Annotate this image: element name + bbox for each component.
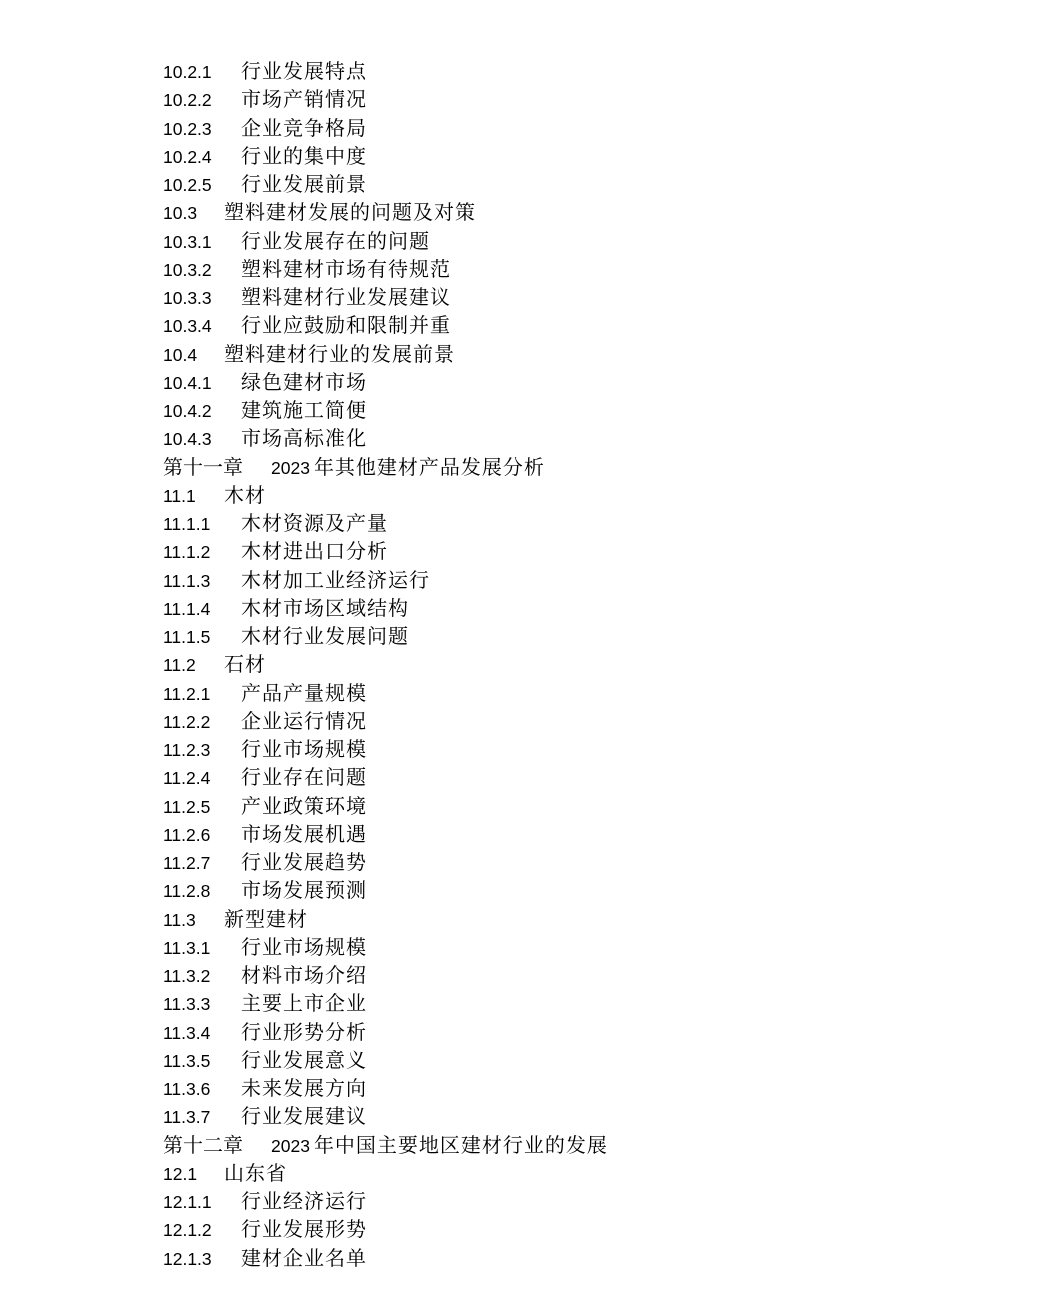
section-title: 建材企业名单: [241, 1245, 367, 1270]
toc-subsection-entry: [163, 1046, 983, 1074]
section-title: 山东省: [224, 1160, 287, 1185]
chapter-year: 2023: [271, 1135, 310, 1156]
section-title: 行业发展建议: [241, 1104, 367, 1129]
toc-subsection-entry: [163, 227, 983, 255]
section-number: 10.3.2: [163, 259, 212, 280]
section-title: 新型建材: [224, 906, 308, 931]
section-number: 11.2.2: [163, 711, 211, 732]
chapter-year: 2023: [271, 457, 310, 478]
toc-section-entry: [163, 198, 983, 226]
section-number: 11.1.2: [163, 542, 211, 563]
section-number: 11.1.4: [163, 598, 211, 619]
chapter-title: 年中国主要地区建材行业的发展: [313, 1132, 608, 1157]
section-number: 12.1.2: [163, 1220, 212, 1241]
section-title: 行业市场规模: [241, 737, 367, 761]
section-number: 10.4: [163, 344, 198, 365]
toc-subsection-entry: [163, 792, 983, 820]
section-number: 10.2.3: [163, 118, 212, 139]
section-number: 11.3.3: [163, 994, 211, 1015]
section-number: 11.3.6: [163, 1079, 211, 1099]
section-title: 木材加工业经济运行: [241, 567, 430, 592]
section-number: 11.1: [163, 485, 196, 506]
chapter-label: 第十二章: [163, 1132, 243, 1157]
section-title: 绿色建材市场: [241, 369, 367, 394]
section-title: 市场高标准化: [241, 426, 367, 451]
chapter-title: 年其他建材产品发展分析: [313, 454, 545, 479]
toc-subsection-entry: [163, 142, 983, 170]
toc-subsection-entry: [163, 848, 983, 876]
section-number: 10.3.3: [163, 288, 212, 308]
toc-subsection-entry: [163, 170, 983, 198]
section-title: 行业应鼓励和限制并重: [241, 313, 451, 338]
toc-subsection-entry: [163, 283, 983, 311]
section-number: 11.3: [163, 909, 196, 930]
section-title: 行业发展存在的问题: [241, 228, 430, 253]
section-title: 企业运行情况: [241, 708, 367, 733]
section-title: 塑料建材行业的发展前景: [224, 341, 455, 366]
section-number: 10.2.2: [163, 90, 212, 111]
table-of-contents: [163, 57, 983, 1272]
section-number: 11.3.1: [163, 937, 211, 958]
toc-subsection-entry: [163, 509, 983, 537]
toc-subsection-entry: [163, 820, 983, 848]
section-number: 10.2.1: [163, 62, 212, 82]
toc-subsection-entry: [163, 311, 983, 339]
toc-subsection-entry: [163, 961, 983, 989]
toc-subsection-entry: [163, 85, 983, 113]
toc-subsection-entry: [163, 1244, 983, 1272]
section-title: 建筑施工简便: [241, 398, 367, 422]
section-title: 行业发展形势: [241, 1217, 367, 1242]
toc-subsection-entry: [163, 368, 983, 396]
toc-subsection-entry: [163, 763, 983, 791]
section-number: 10.4.2: [163, 401, 212, 421]
section-number: 10.3.4: [163, 316, 212, 337]
toc-subsection-entry: [163, 537, 983, 565]
section-number: 12.1: [163, 1163, 198, 1184]
toc-section-entry: [163, 340, 983, 368]
section-title: 行业发展特点: [241, 59, 367, 83]
section-number: 11.1.5: [163, 627, 211, 647]
section-number: 11.3.5: [163, 1050, 211, 1071]
toc-subsection-entry: [163, 1018, 983, 1046]
section-title: 企业竞争格局: [241, 115, 367, 140]
section-number: 11.2.6: [163, 824, 211, 845]
section-number: 11.2.1: [163, 683, 211, 704]
section-number: 11.2.3: [163, 740, 211, 760]
toc-subsection-entry: [163, 424, 983, 452]
section-number: 10.4.3: [163, 429, 212, 450]
section-title: 产业政策环境: [241, 793, 367, 818]
section-title: 行业发展趋势: [241, 850, 367, 874]
toc-subsection-entry: [163, 679, 983, 707]
section-number: 11.2: [163, 655, 196, 676]
section-title: 木材市场区域结构: [241, 595, 409, 620]
section-number: 10.2.5: [163, 175, 212, 195]
toc-subsection-entry: [163, 1102, 983, 1130]
toc-subsection-entry: [163, 933, 983, 961]
toc-subsection-entry: [163, 1215, 983, 1243]
toc-subsection-entry: [163, 57, 983, 85]
section-number: 11.3.4: [163, 1022, 211, 1043]
section-title: 市场发展机遇: [241, 821, 367, 846]
section-number: 11.1.1: [163, 514, 211, 534]
section-title: 行业发展意义: [241, 1047, 367, 1072]
toc-subsection-entry: [163, 707, 983, 735]
section-number: 12.1.1: [163, 1192, 212, 1212]
section-title: 行业形势分析: [241, 1019, 367, 1044]
toc-section-entry: [163, 650, 983, 678]
section-title: 材料市场介绍: [241, 963, 367, 987]
section-title: 木材资源及产量: [241, 511, 388, 535]
toc-subsection-entry: [163, 566, 983, 594]
section-title: 未来发展方向: [241, 1076, 367, 1100]
section-number: 10.3: [163, 203, 198, 224]
section-title: 石材: [224, 652, 266, 677]
section-title: 行业发展前景: [241, 172, 367, 196]
section-title: 主要上市企业: [241, 991, 367, 1016]
toc-subsection-entry: [163, 735, 983, 763]
chapter-label: 第十一章: [163, 454, 243, 479]
section-number: 11.2.8: [163, 881, 211, 902]
section-title: 行业市场规模: [241, 934, 367, 959]
toc-chapter-heading: [163, 453, 983, 481]
toc-subsection-entry: [163, 876, 983, 904]
section-title: 塑料建材市场有待规范: [241, 256, 451, 281]
toc-subsection-entry: [163, 255, 983, 283]
section-title: 木材进出口分析: [241, 539, 388, 564]
section-title: 市场发展预测: [241, 878, 367, 903]
section-number: 12.1.3: [163, 1248, 212, 1269]
section-title: 塑料建材行业发展建议: [241, 285, 451, 309]
section-title: 行业经济运行: [241, 1189, 367, 1213]
section-number: 11.2.5: [163, 796, 211, 817]
section-number: 11.3.7: [163, 1107, 211, 1128]
section-number: 11.3.2: [163, 966, 211, 986]
section-title: 产品产量规模: [241, 680, 367, 705]
toc-section-entry: [163, 1159, 983, 1187]
section-number: 10.4.1: [163, 372, 212, 393]
section-title: 塑料建材发展的问题及对策: [224, 200, 476, 225]
toc-section-entry: [163, 905, 983, 933]
toc-subsection-entry: [163, 989, 983, 1017]
section-number: 11.2.4: [163, 768, 211, 789]
section-number: 11.2.7: [163, 853, 211, 873]
section-title: 木材: [224, 482, 266, 507]
toc-subsection-entry: [163, 114, 983, 142]
toc-section-entry: [163, 481, 983, 509]
toc-subsection-entry: [163, 622, 983, 650]
section-title: 木材行业发展问题: [241, 624, 409, 648]
toc-chapter-heading: [163, 1131, 983, 1159]
section-number: 10.3.1: [163, 231, 212, 252]
section-title: 市场产销情况: [241, 87, 367, 112]
section-title: 行业存在问题: [241, 765, 367, 790]
section-number: 10.2.4: [163, 146, 212, 167]
section-number: 11.1.3: [163, 570, 211, 591]
toc-subsection-entry: [163, 594, 983, 622]
section-title: 行业的集中度: [241, 143, 367, 168]
toc-subsection-entry: [163, 1074, 983, 1102]
toc-subsection-entry: [163, 396, 983, 424]
toc-subsection-entry: [163, 1187, 983, 1215]
